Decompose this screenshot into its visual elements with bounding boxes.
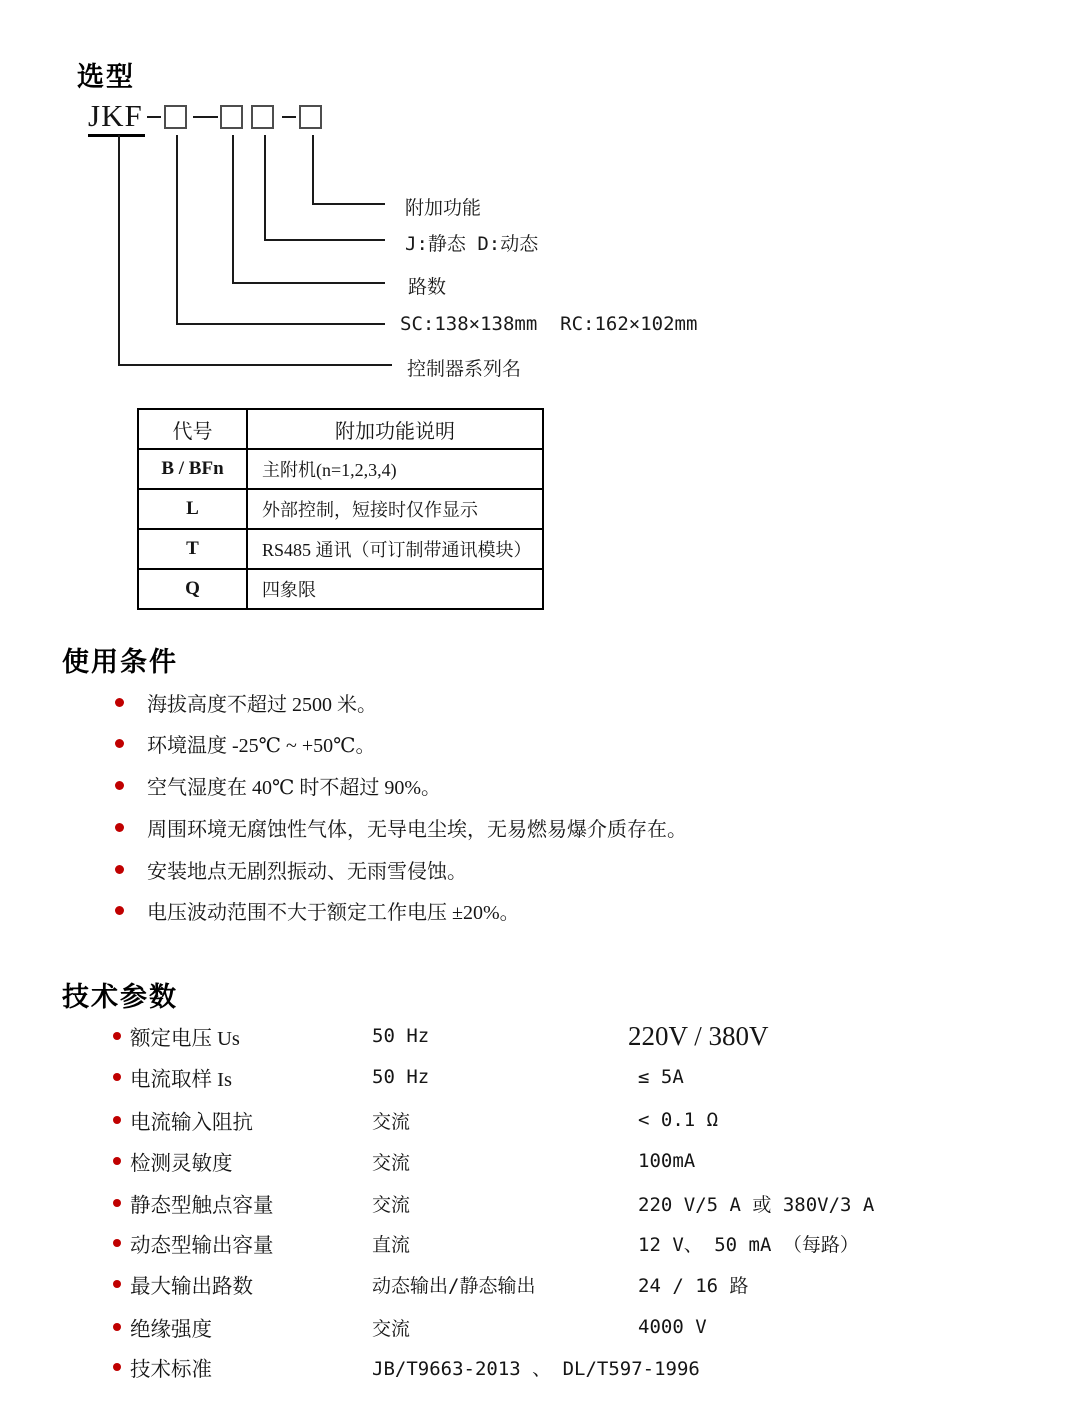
parameter-value: < 0.1 Ω xyxy=(638,1109,719,1131)
bullet-icon xyxy=(115,865,124,874)
bullet-icon xyxy=(113,1157,121,1165)
table-cell-desc: RS485 通讯（可订制带通讯模块） xyxy=(247,529,543,569)
bullet-icon xyxy=(113,1073,121,1081)
condition-text: 周围环境无腐蚀性气体，无导电尘埃，无易燃易爆介质存在。 xyxy=(147,818,687,841)
parameter-name: 最大输出路数 xyxy=(130,1276,253,1298)
bullet-icon xyxy=(113,1239,121,1247)
model-separator-dash xyxy=(147,116,161,118)
parameter-condition: 交流 xyxy=(372,1151,411,1174)
parameter-value: 220 V/5 A 或 380V/3 A xyxy=(638,1193,875,1216)
parameter-name: 检测灵敏度 xyxy=(130,1153,233,1175)
bullet-icon xyxy=(113,1116,121,1124)
callout-label-series-name: 控制器系列名 xyxy=(407,358,522,380)
model-digit-box-3 xyxy=(251,105,274,129)
bullet-icon xyxy=(113,1323,121,1331)
parameter-name: 技术标准 xyxy=(130,1359,212,1381)
condition-item xyxy=(115,688,377,716)
condition-text: 环境温度 -25℃ ~ +50℃。 xyxy=(147,734,376,757)
table-header-desc: 附加功能说明 xyxy=(247,409,543,449)
model-prefix: JKF xyxy=(88,99,145,137)
table-header-code: 代号 xyxy=(138,409,247,449)
parameter-row xyxy=(113,1062,684,1092)
parameter-row xyxy=(113,1352,700,1382)
table-header-row xyxy=(138,409,543,449)
table-row xyxy=(138,569,543,609)
bullet-icon xyxy=(115,698,124,707)
parameter-value: 24 / 16 路 xyxy=(638,1274,749,1297)
additional-function-table xyxy=(137,408,544,610)
parameter-condition: 动态输出/静态输出 xyxy=(372,1274,536,1297)
parameter-condition: 直流 xyxy=(372,1233,411,1256)
parameter-row xyxy=(113,1269,749,1299)
table-row xyxy=(138,529,543,569)
bullet-icon xyxy=(115,781,124,790)
table-cell-code: T xyxy=(138,529,247,569)
parameter-condition: JB/T9663-2013 、 DL/T597-1996 xyxy=(372,1357,700,1380)
condition-text: 安装地点无剧烈振动、无雨雪侵蚀。 xyxy=(147,860,467,883)
parameter-value: 220V / 380V xyxy=(628,1020,769,1051)
callout-label-size: SC:138×138mm RC:162×102mm xyxy=(400,313,698,335)
callout-line-series-name xyxy=(118,135,392,366)
parameter-row xyxy=(113,1105,718,1135)
parameter-name: 电流输入阻抗 xyxy=(130,1112,253,1134)
parameter-row xyxy=(113,1228,859,1258)
model-separator-emdash xyxy=(193,116,218,118)
bullet-icon xyxy=(115,823,124,832)
parameter-row xyxy=(113,1021,769,1051)
parameter-value: 12 V、 50 mA （每路） xyxy=(638,1233,859,1256)
table-cell-code: Q xyxy=(138,569,247,609)
parameter-name: 静态型触点容量 xyxy=(130,1195,274,1217)
model-digit-box-4 xyxy=(299,105,322,129)
bullet-icon xyxy=(113,1032,121,1040)
section-title-selection: 选型 xyxy=(77,62,135,92)
condition-item xyxy=(115,855,467,883)
callout-label-additional-function: 附加功能 xyxy=(405,197,482,219)
condition-item xyxy=(115,729,376,757)
condition-text: 海拔高度不超过 2500 米。 xyxy=(147,693,377,716)
parameter-row xyxy=(113,1146,695,1176)
condition-text: 电压波动范围不大于额定工作电压 ±20%。 xyxy=(147,901,520,924)
bullet-icon xyxy=(113,1199,121,1207)
bullet-icon xyxy=(113,1280,121,1288)
parameter-row xyxy=(113,1312,707,1342)
callout-label-channels: 路数 xyxy=(408,276,447,298)
table-cell-desc: 主附机(n=1,2,3,4) xyxy=(247,449,543,489)
parameter-condition: 交流 xyxy=(372,1110,411,1133)
model-digit-box-1 xyxy=(164,105,187,129)
section-title-parameters: 技术参数 xyxy=(62,982,178,1012)
callout-label-static-dynamic: J:静态 D:动态 xyxy=(405,233,539,255)
parameter-condition: 交流 xyxy=(372,1317,411,1340)
parameter-condition: 50 Hz xyxy=(372,1066,430,1088)
bullet-icon xyxy=(115,906,124,915)
parameter-value: 4000 V xyxy=(638,1316,707,1338)
condition-item xyxy=(115,896,520,924)
table-row xyxy=(138,449,543,489)
parameter-row xyxy=(113,1188,874,1218)
parameter-name: 额定电压 Us xyxy=(130,1028,240,1050)
table-cell-code: L xyxy=(138,489,247,529)
parameter-value: 100mA xyxy=(638,1150,696,1172)
parameter-name: 动态型输出容量 xyxy=(130,1235,274,1257)
parameter-name: 绝缘强度 xyxy=(130,1319,212,1341)
model-separator-dash-2 xyxy=(282,116,296,118)
model-digit-box-2 xyxy=(220,105,243,129)
table-cell-desc: 外部控制，短接时仅作显示 xyxy=(247,489,543,529)
parameter-name: 电流取样 Is xyxy=(130,1069,232,1091)
bullet-icon xyxy=(113,1363,121,1371)
table-cell-desc: 四象限 xyxy=(247,569,543,609)
table-cell-code: B / BFn xyxy=(138,449,247,489)
bullet-icon xyxy=(115,739,124,748)
parameter-value: ≤ 5A xyxy=(638,1066,684,1088)
condition-text: 空气湿度在 40℃ 时不超过 90%。 xyxy=(147,776,442,799)
condition-item xyxy=(115,813,687,841)
parameter-condition: 交流 xyxy=(372,1193,411,1216)
table-row xyxy=(138,489,543,529)
parameter-condition: 50 Hz xyxy=(372,1025,430,1047)
section-title-conditions: 使用条件 xyxy=(62,647,178,677)
condition-item xyxy=(115,771,441,799)
